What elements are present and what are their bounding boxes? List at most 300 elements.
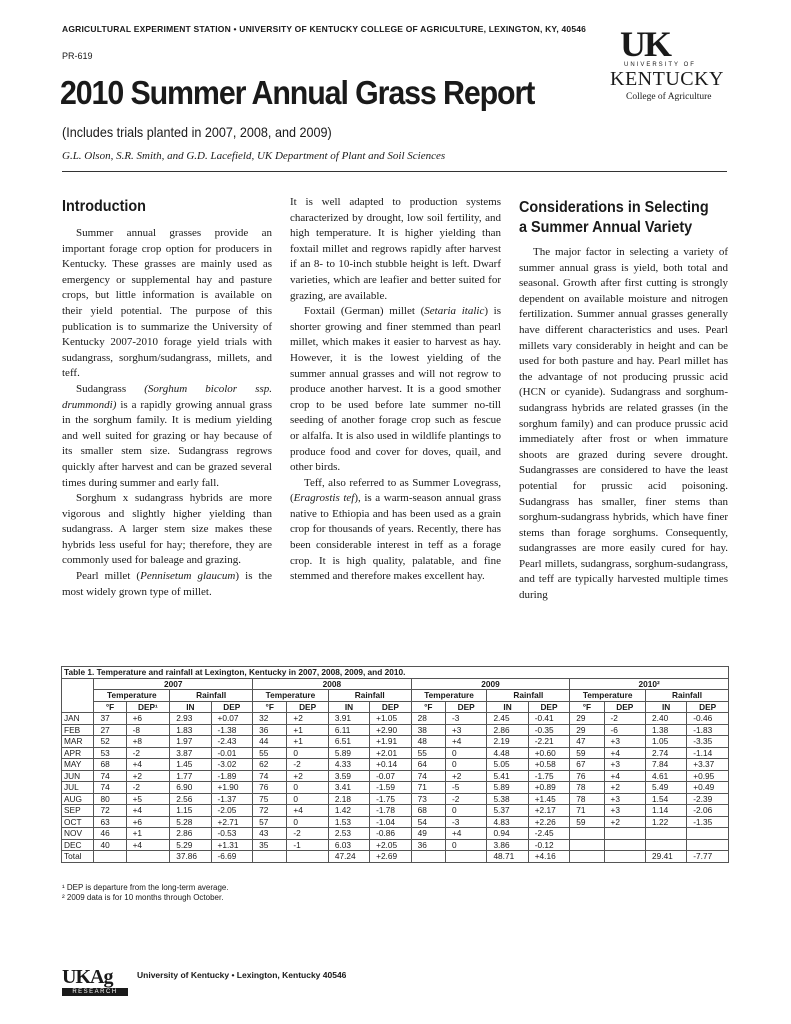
table-cell: +2.69 — [370, 851, 412, 863]
table-cell — [570, 839, 604, 851]
table-cell: 2.86 — [487, 724, 528, 736]
table-cell: 71 — [411, 782, 445, 794]
table-cell: -1.75 — [370, 793, 412, 805]
table-cell: 4.83 — [487, 816, 528, 828]
weather-table — [61, 666, 729, 863]
table-row — [62, 851, 729, 863]
column-header: IN — [170, 701, 211, 713]
table-cell: -0.86 — [370, 828, 412, 840]
table-cell: +1.90 — [211, 782, 253, 794]
table-cell: 40 — [94, 839, 126, 851]
table-cell: 32 — [253, 713, 287, 725]
table-cell: -2 — [126, 782, 170, 794]
table-cell: 5.89 — [328, 747, 369, 759]
table-cell: 67 — [570, 759, 604, 771]
table-cell: 53 — [94, 747, 126, 759]
table-cell: 4.48 — [487, 747, 528, 759]
middle-column — [290, 195, 501, 585]
table-cell: -7.77 — [687, 851, 729, 863]
intro-paragraph-1: Summer annual grasses provide an important forage crop option for producers in Kentucky. These grasses are mainly used as emergency or supplemental hay and pasture crops, but little information is available on their yield potential. The purpose of this publication is to summarize the University of Kentucky 2007-2010 forage yield trials with sudangrass, sorghum/sudangrass, millets, and teff. — [62, 227, 272, 380]
row-label: MAY — [62, 759, 94, 771]
table-cell: 54 — [411, 816, 445, 828]
table-cell: -6 — [604, 724, 646, 736]
table-cell: +4 — [126, 805, 170, 817]
header-line: AGRICULTURAL EXPERIMENT STATION • UNIVERSITY OF KENTUCKY COLLEGE OF AGRICULTURE, LEXINGTON, KY, 40546 — [62, 24, 587, 34]
uk-logo — [606, 26, 728, 106]
table-cell: 7.84 — [646, 759, 687, 771]
footnote-2: ² 2009 data is for 10 months through October. — [62, 893, 224, 902]
table-cell — [411, 851, 445, 863]
table-cell: +1.05 — [370, 713, 412, 725]
table-cell: 0 — [287, 747, 329, 759]
table-cell: +1.31 — [211, 839, 253, 851]
table-cell: +2 — [604, 782, 646, 794]
table-cell: 49 — [411, 828, 445, 840]
table-cell: 3.59 — [328, 770, 369, 782]
table-cell: 78 — [570, 793, 604, 805]
table-cell — [287, 851, 329, 863]
logo-kentucky: KENTUCKY — [610, 68, 724, 90]
footer-address: University of Kentucky • Lexington, Kentucky 40546 — [137, 970, 347, 980]
table-cell: -6.69 — [211, 851, 253, 863]
table-cell: 5.49 — [646, 782, 687, 794]
table-cell — [604, 839, 646, 851]
row-label: MAR — [62, 736, 94, 748]
table-cell: 37.86 — [170, 851, 211, 863]
year-header: 2010² — [570, 678, 729, 690]
intro-paragraph-3: Sorghum x sudangrass hybrids are more vigorous and slightly higher yielding than sudangrass. A larger stem size makes these hybrids less useful for hay; therefore, they are commonly used for baleage and grazing. — [62, 492, 272, 567]
table-cell: +0.49 — [687, 782, 729, 794]
subheader-row — [62, 701, 729, 713]
table-cell: 71 — [570, 805, 604, 817]
group-header: Temperature — [411, 690, 487, 702]
table-cell: 37 — [94, 713, 126, 725]
table-cell: +2.17 — [528, 805, 570, 817]
table-cell: 48 — [411, 736, 445, 748]
table-cell: 1.83 — [170, 724, 211, 736]
table-row — [62, 724, 729, 736]
table-cell: 72 — [253, 805, 287, 817]
table-row — [62, 736, 729, 748]
table-cell: -1.38 — [211, 724, 253, 736]
page-subtitle: (Includes trials planted in 2007, 2008, and 2009) — [62, 124, 332, 140]
table-cell — [94, 851, 126, 863]
table-cell: +8 — [126, 736, 170, 748]
table-cell — [445, 851, 487, 863]
table-cell: 38 — [411, 724, 445, 736]
table-cell: -1.83 — [687, 724, 729, 736]
table-cell: -1.89 — [211, 770, 253, 782]
table-cell: -3 — [445, 816, 487, 828]
table-cell: +0.60 — [528, 747, 570, 759]
table-row — [62, 770, 729, 782]
table-caption: Table 1. Temperature and rainfall at Lexington, Kentucky in 2007, 2008, 2009, and 2010. — [62, 667, 729, 679]
table-cell: -0.07 — [370, 770, 412, 782]
table-cell: 0 — [287, 816, 329, 828]
authors: G.L. Olson, S.R. Smith, and G.D. Lacefield, UK Department of Plant and Soil Sciences — [62, 150, 446, 162]
table-cell — [253, 851, 287, 863]
table-cell: 55 — [253, 747, 287, 759]
table-cell: 44 — [253, 736, 287, 748]
table-cell: 2.45 — [487, 713, 528, 725]
table-cell: -3.35 — [687, 736, 729, 748]
publication-number: PR-619 — [62, 51, 93, 61]
table-cell: 1.22 — [646, 816, 687, 828]
table-cell: +5 — [126, 793, 170, 805]
table-cell: 5.89 — [487, 782, 528, 794]
table-cell: +2 — [287, 770, 329, 782]
table-cell: 4.33 — [328, 759, 369, 771]
header-divider — [62, 171, 727, 172]
table-cell: -2.45 — [528, 828, 570, 840]
table-cell: 2.86 — [170, 828, 211, 840]
table-row — [62, 828, 729, 840]
column-header: DEP — [370, 701, 412, 713]
table-cell: 3.91 — [328, 713, 369, 725]
row-label: Total — [62, 851, 94, 863]
table-cell: -1.78 — [370, 805, 412, 817]
table-cell: 1.14 — [646, 805, 687, 817]
table-cell: 1.97 — [170, 736, 211, 748]
year-header-row — [62, 678, 729, 690]
table-cell: -1.75 — [528, 770, 570, 782]
table-cell: -2 — [287, 828, 329, 840]
table-cell — [604, 828, 646, 840]
table-cell: 0 — [445, 747, 487, 759]
table-cell: 59 — [570, 747, 604, 759]
table-cell: +2.90 — [370, 724, 412, 736]
table-cell: 5.29 — [170, 839, 211, 851]
column-header: °F — [94, 701, 126, 713]
table-cell: 0 — [287, 782, 329, 794]
table-cell: +3 — [604, 736, 646, 748]
table-cell — [646, 839, 687, 851]
table-cell: 47 — [570, 736, 604, 748]
table-cell: +0.89 — [528, 782, 570, 794]
table-cell: +2 — [126, 770, 170, 782]
table-cell: 1.15 — [170, 805, 211, 817]
group-header: Rainfall — [646, 690, 729, 702]
table-cell: 2.40 — [646, 713, 687, 725]
ukag-research-logo — [62, 966, 132, 998]
table-cell: 46 — [94, 828, 126, 840]
table-cell: 63 — [94, 816, 126, 828]
table-row — [62, 793, 729, 805]
table-cell: 68 — [94, 759, 126, 771]
table-cell: 2.56 — [170, 793, 211, 805]
table-cell: 78 — [570, 782, 604, 794]
table-row — [62, 805, 729, 817]
table-cell — [604, 851, 646, 863]
column-header: DEP — [528, 701, 570, 713]
table-cell: 1.77 — [170, 770, 211, 782]
table-cell — [126, 851, 170, 863]
column-header: DEP — [445, 701, 487, 713]
year-header: 2008 — [253, 678, 412, 690]
table-cell: +0.14 — [370, 759, 412, 771]
table-cell: 6.11 — [328, 724, 369, 736]
table-cell: 75 — [253, 793, 287, 805]
table-cell — [687, 828, 729, 840]
table-cell: -2.39 — [687, 793, 729, 805]
table-cell: 3.87 — [170, 747, 211, 759]
table-cell: +1.45 — [528, 793, 570, 805]
table-cell: 5.38 — [487, 793, 528, 805]
table-cell: 72 — [94, 805, 126, 817]
column-header: DEP — [604, 701, 646, 713]
table-cell: 74 — [253, 770, 287, 782]
table-cell: -1.14 — [687, 747, 729, 759]
row-label: OCT — [62, 816, 94, 828]
table-cell: -1.37 — [211, 793, 253, 805]
column-header: DEP¹ — [126, 701, 170, 713]
table-cell: 59 — [570, 816, 604, 828]
intro-paragraph-4: Pearl millet (Pennisetum glaucum) is the most widely grown type of millet. — [62, 570, 272, 598]
row-label: FEB — [62, 724, 94, 736]
table-cell: 29.41 — [646, 851, 687, 863]
table-cell: 5.28 — [170, 816, 211, 828]
table-cell: -3.02 — [211, 759, 253, 771]
table-cell: -3 — [445, 713, 487, 725]
table-cell: 1.05 — [646, 736, 687, 748]
table-cell: +3 — [604, 759, 646, 771]
table-cell: 57 — [253, 816, 287, 828]
table-cell: 80 — [94, 793, 126, 805]
table-cell — [646, 828, 687, 840]
table-cell: +4 — [445, 828, 487, 840]
middle-paragraph-2: Foxtail (German) millet (Setaria italic) is shorter growing and finer stemmed than pearl millet, which makes it easier to harvest as hay. However, it is the lowest yielding of the summer annual grasses and will not regrow to produce another harvest. It is a good smother crop to be used before late summer no-till seeding of another forage crop such as fescue or alfalfa. It is also used in wildlife plantings to produce food and cover for doves, quail, and other birds. — [290, 305, 501, 474]
column-header: °F — [411, 701, 445, 713]
table-cell: +4.16 — [528, 851, 570, 863]
table-cell: 55 — [411, 747, 445, 759]
row-label: AUG — [62, 793, 94, 805]
table-cell: +0.58 — [528, 759, 570, 771]
table-cell: +2.26 — [528, 816, 570, 828]
year-header: 2007 — [94, 678, 253, 690]
table-cell: +2.01 — [370, 747, 412, 759]
table-cell: 76 — [570, 770, 604, 782]
table-cell: -1.35 — [687, 816, 729, 828]
table-cell: +6 — [126, 713, 170, 725]
table-cell: +0.07 — [211, 713, 253, 725]
group-header: Temperature — [570, 690, 646, 702]
table-cell: +2 — [445, 770, 487, 782]
table-cell: 3.86 — [487, 839, 528, 851]
group-header: Rainfall — [170, 690, 253, 702]
table-cell: -2.06 — [687, 805, 729, 817]
column-header: DEP — [287, 701, 329, 713]
table-cell: 74 — [94, 770, 126, 782]
table-cell: +2 — [604, 816, 646, 828]
column-header: IN — [328, 701, 369, 713]
table-cell: -2 — [445, 793, 487, 805]
table-cell: 1.53 — [328, 816, 369, 828]
table-cell: 43 — [253, 828, 287, 840]
row-label: SEP — [62, 805, 94, 817]
table-cell: +1.91 — [370, 736, 412, 748]
table-cell — [570, 828, 604, 840]
table-cell: +2.71 — [211, 816, 253, 828]
row-label: NOV — [62, 828, 94, 840]
row-label: JUN — [62, 770, 94, 782]
table-cell — [570, 851, 604, 863]
table-cell: 48.71 — [487, 851, 528, 863]
table-cell: 29 — [570, 724, 604, 736]
table-cell: -0.35 — [528, 724, 570, 736]
group-header-row — [62, 690, 729, 702]
table-cell: -2.43 — [211, 736, 253, 748]
logo-university: UNIVERSITY OF — [624, 62, 696, 68]
table-footnotes — [62, 883, 229, 903]
table-body — [62, 713, 729, 863]
table-cell: -8 — [126, 724, 170, 736]
row-label: DEC — [62, 839, 94, 851]
table-row — [62, 839, 729, 851]
table-cell: 36 — [253, 724, 287, 736]
table-cell: 74 — [94, 782, 126, 794]
group-header: Rainfall — [328, 690, 411, 702]
table-cell: -2 — [287, 759, 329, 771]
table-row — [62, 747, 729, 759]
intro-column — [62, 226, 272, 600]
column-header: DEP — [687, 701, 729, 713]
table-cell: -0.41 — [528, 713, 570, 725]
table-cell: 0.94 — [487, 828, 528, 840]
footer-logo-bar: RESEARCH — [62, 988, 128, 996]
table-cell: 29 — [570, 713, 604, 725]
row-label: JAN — [62, 713, 94, 725]
weather-table-container — [61, 666, 729, 863]
group-header: Temperature — [253, 690, 329, 702]
table-cell: -0.46 — [687, 713, 729, 725]
considerations-column — [519, 245, 728, 604]
table-cell: 74 — [411, 770, 445, 782]
middle-paragraph-3: Teff, also referred to as Summer Lovegrass, (Eragrostis tef), is a warm-season annual grass native to Ethiopia and has been used as a grain crop for thousands of years. Recently, there has been considerable interest in teff as a forage crop. It is high quality, palatable, and fine stemmed and therefore makes excellent hay. — [290, 476, 501, 583]
table-cell: 2.19 — [487, 736, 528, 748]
table-cell: +4 — [445, 736, 487, 748]
table-cell: -2 — [126, 747, 170, 759]
table-cell: -1 — [287, 839, 329, 851]
table-cell: 62 — [253, 759, 287, 771]
table-row — [62, 782, 729, 794]
table-cell: 3.41 — [328, 782, 369, 794]
logo-college: College of Agriculture — [626, 92, 712, 102]
table-cell: 6.90 — [170, 782, 211, 794]
group-header: Rainfall — [487, 690, 570, 702]
table-cell: -1.59 — [370, 782, 412, 794]
table-cell: +6 — [126, 816, 170, 828]
table-cell: 73 — [411, 793, 445, 805]
table-cell: -0.53 — [211, 828, 253, 840]
table-cell: +1 — [287, 724, 329, 736]
table-cell: -0.01 — [211, 747, 253, 759]
table-cell: +4 — [126, 759, 170, 771]
table-cell: +3 — [604, 805, 646, 817]
column-header: IN — [646, 701, 687, 713]
table-cell: -5 — [445, 782, 487, 794]
table-cell: 6.03 — [328, 839, 369, 851]
table-row — [62, 713, 729, 725]
table-cell: -1.04 — [370, 816, 412, 828]
table-cell: 2.53 — [328, 828, 369, 840]
table-cell: 47.24 — [328, 851, 369, 863]
table-cell: 0 — [445, 805, 487, 817]
year-header: 2009 — [411, 678, 570, 690]
column-header: °F — [253, 701, 287, 713]
table-cell: +4 — [604, 747, 646, 759]
row-label: APR — [62, 747, 94, 759]
row-label: JUL — [62, 782, 94, 794]
table-cell: 2.93 — [170, 713, 211, 725]
table-cell: 1.45 — [170, 759, 211, 771]
table-cell: 64 — [411, 759, 445, 771]
intro-heading: Introduction — [62, 198, 146, 215]
page-title: 2010 Summer Annual Grass Report — [60, 74, 535, 111]
group-header: Temperature — [94, 690, 170, 702]
footer-logo-text: UKAg — [62, 966, 113, 988]
table-row — [62, 816, 729, 828]
considerations-paragraph-1: The major factor in selecting a variety of summer annual grass is yield, both total and seasonal. Growth after first cutting is strongly dependent on available moisture and nitrogen fertilization. Summer annual grasses generally have different characteristics and uses. Pearl millets vary considerably in height and can be used for both pasture and hay. Pearl millet has the advantage of not producing prussic acid (HCN or cyanide). Sudangrass and sorghum-sudangrass hybrids are related grasses (in the sorghum family) and can produce prussic acid immediately after frost or when immature shoots are grazed during severe drought. Sudangrasses are considered to have the least potential for prussic acid poisoning. Sudangrass has smaller, finer stems than sorghum-sudangrass hybrids, which have finer stems than forage sorghums. Consequently, sudangrasses are more easily cured for hay. Pearl millets, sudangrass, sorghum-sudangrass, and teff are typically harvested multiple times during — [519, 246, 728, 602]
table-cell: 35 — [253, 839, 287, 851]
table-cell: -2.05 — [211, 805, 253, 817]
table-cell: +3 — [445, 724, 487, 736]
table-row — [62, 759, 729, 771]
table-cell: +0.95 — [687, 770, 729, 782]
intro-paragraph-2: Sudangrass (Sorghum bicolor ssp. drummondi) is a rapidly growing annual grass in the sorghum family. It is medium yielding and well suited for grazing or hay because of its smaller stem size. Sudangrass regrows quickly after harvest and can be grazed several times during summer and early fall. — [62, 382, 272, 489]
table-cell: 0 — [445, 839, 487, 851]
table-cell: 0 — [287, 793, 329, 805]
table-cell: -0.12 — [528, 839, 570, 851]
table-cell: 28 — [411, 713, 445, 725]
table-cell: +1 — [287, 736, 329, 748]
table-cell: -2.21 — [528, 736, 570, 748]
table-cell: 2.18 — [328, 793, 369, 805]
table-cell: 27 — [94, 724, 126, 736]
table-cell: 36 — [411, 839, 445, 851]
table-cell: +4 — [604, 770, 646, 782]
table-cell: 5.37 — [487, 805, 528, 817]
column-header: IN — [487, 701, 528, 713]
table-cell: 52 — [94, 736, 126, 748]
table-cell: +2 — [287, 713, 329, 725]
table-cell: 2.74 — [646, 747, 687, 759]
table-cell: 0 — [445, 759, 487, 771]
considerations-heading: Considerations in Selecting a Summer Annual Variety — [519, 199, 709, 236]
table-cell: 1.54 — [646, 793, 687, 805]
table-cell: 5.41 — [487, 770, 528, 782]
table-cell: 5.05 — [487, 759, 528, 771]
column-header: DEP — [211, 701, 253, 713]
table-cell: 68 — [411, 805, 445, 817]
table-cell: 76 — [253, 782, 287, 794]
table-cell: +3.37 — [687, 759, 729, 771]
logo-uk: UK — [620, 24, 670, 64]
table-cell: -2 — [604, 713, 646, 725]
middle-paragraph-1: It is well adapted to production systems characterized by drought, low soil fertility, and high temperature. It is higher yielding than foxtail millet and regrows rapidly after harvest if an 8- to 10-inch stubble height is left. Dwarf varieties, which are leafier and better suited for grazing, are available. — [290, 196, 501, 302]
table-cell: +3 — [604, 793, 646, 805]
table-cell: +1 — [126, 828, 170, 840]
table-cell: 6.51 — [328, 736, 369, 748]
column-header: °F — [570, 701, 604, 713]
table-cell: +2.05 — [370, 839, 412, 851]
table-cell: 4.61 — [646, 770, 687, 782]
table-cell — [687, 839, 729, 851]
footnote-1: ¹ DEP is departure from the long-term average. — [62, 883, 229, 892]
table-cell: 1.38 — [646, 724, 687, 736]
table-cell: +4 — [126, 839, 170, 851]
table-cell: +4 — [287, 805, 329, 817]
table-cell: 1.42 — [328, 805, 369, 817]
